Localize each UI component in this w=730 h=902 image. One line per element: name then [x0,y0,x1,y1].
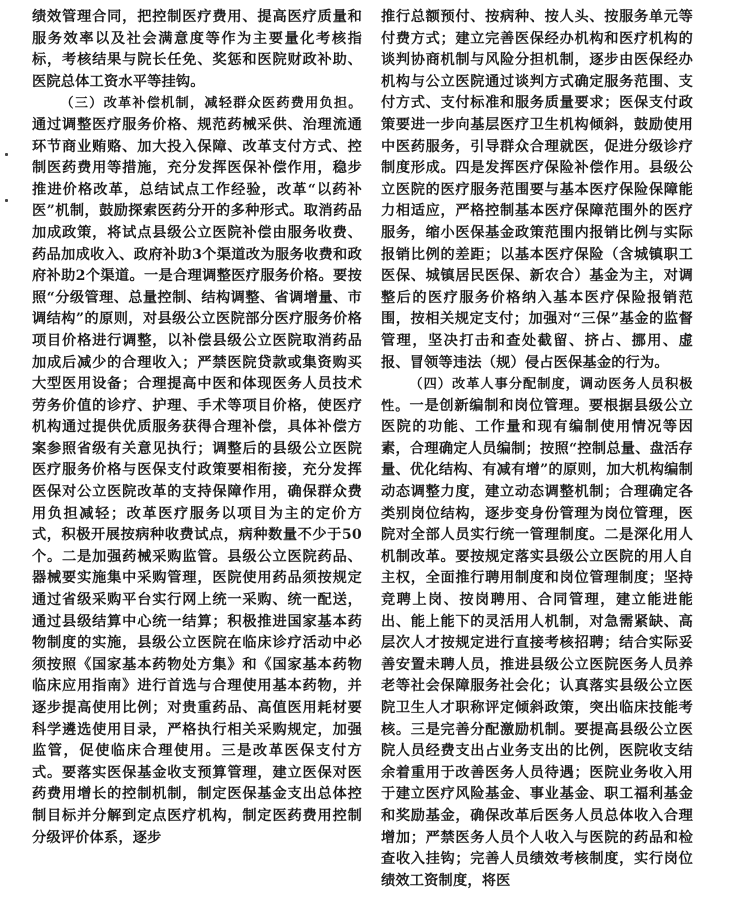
left-column [32,7,362,849]
paragraph-text: 通过调整医疗服务价格、规范药械采供、治理流通环节商业贿赂、加大投入保障、改革支付方式、控制医药费用等措施，充分发挥医保补偿作用，稳步推进价格改革，总结试点工作经验，改革“以药补医”机制，鼓励探索医药分开的多种形式。取消药品加成政策，将试点县级公立医院补偿由服务收费、药品加成收入、政府补助3个渠道改为服务收费和政府补助2个渠道。一是合理调整医疗服务价格。要按照“分级管理、总量控制、结构调整、省调增量、市调结构”的原则，对县级公立医院部分医疗服务价格项目价格进行调整，以补偿县级公立医院取消药品加成后减少的合理收入；严禁医院贷款或集资购买大型医用设备；合理提高中医和体现医务人员技术劳务价值的诊疗、护理、手术等项目价格，使医疗机构通过提供优质服务获得合理补偿，具体补偿方案参照省级有关意见执行；调整后的县级公立医院医疗服务价格与医保支付政策要相衔接，充分发挥医保对公立医院改革的支持保障作用，确保群众费用负担减轻；改革医疗服务以项目为主的定价方式，积极开展按病种收费试点，病种数量不少于50个。二是加强药械采购监管。县级公立医院药品、器械要实施集中采购管理，医院使用药品须按规定通过省级采购平台实行网上统一采购、统一配送，通过县级结算中心统一结算；积极推进国家基本药物制度的实施，县级公立医院在临床诊疗活动中必须按照《国家基本药物处方集》和《国家基本药物临床应用指南》进行首选与合理使用基本药物，并逐步提高使用比例；对贵重药品、高值医用耗材要科学遴选使用目录，严格执行相关采购规定，加强监管，促使临床合理使用。三是改革医保支付方式。要落实医保基金收支预算管理，建立医保对医药费用增长的控制机制，制定医保基金支出总体控制目标并分解到定点医疗机构，制定医药费用控制分级评价体系，逐步 [32,116,362,846]
paragraph-text: 一是创新编制和岗位管理。要根据县级公立医院的功能、工作量和现有编制使用情况等因素，合理确定人员编制；按照“控制总量、盘活存量、优化结构、有减有增”的原则，加大机构编制动态调整力度，建立动态调整机制；合理确定各类别岗位结构，逐步变身份管理为岗位管理，医院对全部人员实行统一管理制度。二是深化用人机制改革。要按规定落实县级公立医院的用人自主权，全面推行聘用制度和岗位管理制度；坚持竞聘上岗、按岗聘用、合同管理，建立能进能出、能上能下的灵活用人机制，对急需紧缺、高层次人才按规定进行直接考核招聘；结合实际妥善安置未聘人员，推进县级公立医院医务人员养老等社会保障服务社会化；认真落实县级公立医院卫生人才职称评定倾斜政策，突出临床技能考核。三是完善分配激励机制。要提高县级公立医院人员经费支出占业务支出的比例，医院收支结余着重用于改善医务人员待遇；医院业务收入用于建立医疗风险基金、事业基金、职工福利基金和奖励基金，确保改革后医务人员总体收入合理增加；严禁医务人员个人收入与医院的药品和检查收入挂钩；完善人员绩效考核制度，实行岗位绩效工资制度，将医 [381,397,693,889]
margin-mark [5,199,8,202]
right-column [381,7,693,892]
section-paragraph [381,374,693,892]
section-heading: （四）改革人事分配制度，调动医务人员积极性。 [381,377,693,414]
section-heading: （三）改革补偿机制，减轻群众医药费用负担。 [60,96,362,112]
paragraph-text: 绩效管理合同，把控制医疗费用、提高医疗质量和服务效率以及社会满意度等作为主要量化考核指标，考核结果与院长任免、奖惩和医院财政补助、医院总体工资水平等挂钩。 [32,9,362,90]
paragraph [381,7,693,374]
margin-mark [5,153,8,156]
paragraph-text: 推行总额预付、按病种、按人头、按服务单元等付费方式；建立完善医保经办机构和医疗机构的谈判协商机制与风险分担机制，逐步由医保经办机构与公立医院通过谈判方式确定服务范围、支付方式、支付标准和服务质量要求；医保支付政策要进一步向基层医疗卫生机构倾斜，鼓励使用中医药服务，引导群众合理就医，促进分级诊疗制度形成。四是发挥医疗保险补偿作用。县级公立医院的医疗服务范围要与基本医疗保险保障能力相适应，严格控制基本医疗保障范围外的医疗服务，缩小医保基金政策范围内报销比例与实际报销比例的差距；以基本医疗保险（含城镇职工医保、城镇居民医保、新农合）基金为主，对调整后的医疗服务价格纳入基本医疗保险报销范围，按相关规定支付；加强对“三保”基金的监督管理，坚决打击和查处截留、挤占、挪用、虚报、冒领等违法（规）侵占医保基金的行为。 [381,9,693,371]
paragraph [32,7,362,93]
section-paragraph [32,93,362,849]
